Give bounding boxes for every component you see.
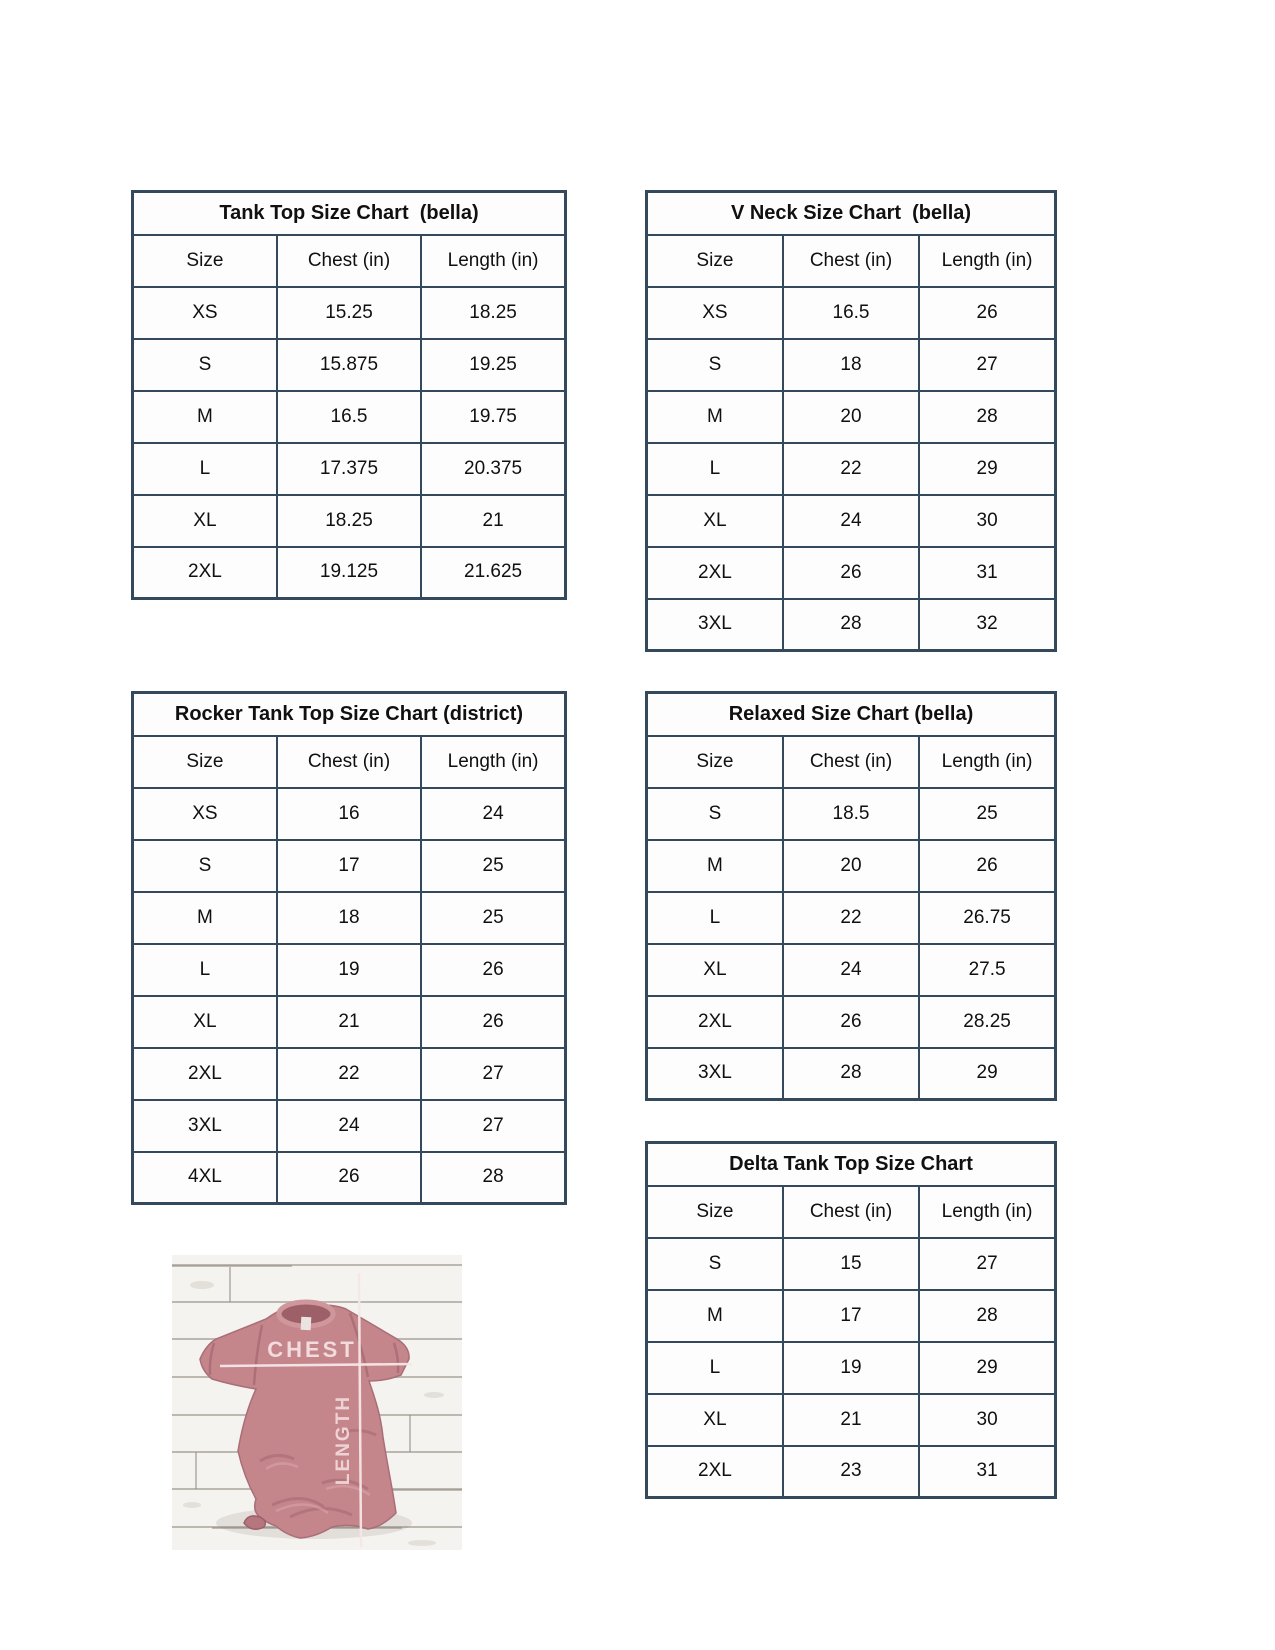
length-label: LENGTH	[333, 1394, 354, 1486]
size-cell: XS	[133, 287, 277, 339]
size-cell: XL	[647, 1394, 783, 1446]
size-cell: 28.25	[919, 996, 1055, 1048]
size-row	[133, 996, 566, 1048]
size-row	[133, 1100, 566, 1152]
size-cell: 22	[783, 443, 919, 495]
size-cell: L	[133, 443, 277, 495]
size-row	[647, 840, 1056, 892]
size-cell: M	[647, 840, 783, 892]
column-header: Chest (in)	[783, 1186, 919, 1238]
table-title: Tank Top Size Chart (bella)	[133, 192, 566, 235]
size-cell: 28	[783, 1048, 919, 1100]
size-cell: 2XL	[133, 1048, 277, 1100]
size-row	[647, 1238, 1056, 1290]
size-row	[133, 443, 566, 495]
size-cell: 17	[277, 840, 421, 892]
size-cell: 30	[919, 495, 1055, 547]
size-cell: L	[647, 892, 783, 944]
size-cell: 31	[919, 547, 1055, 599]
table-title-row	[133, 192, 566, 235]
size-cell: 16.5	[277, 391, 421, 443]
size-cell: 27	[421, 1100, 565, 1152]
size-cell: M	[133, 892, 277, 944]
size-cell: 20.375	[421, 443, 565, 495]
size-row	[647, 391, 1056, 443]
size-cell: 24	[783, 944, 919, 996]
size-cell: 15.875	[277, 339, 421, 391]
table-title: Rocker Tank Top Size Chart (district)	[133, 693, 566, 736]
size-cell: 21	[421, 495, 565, 547]
size-cell: 24	[783, 495, 919, 547]
size-cell: XS	[647, 287, 783, 339]
delta-tank-top-size-table	[645, 1141, 1057, 1499]
size-cell: 23	[783, 1446, 919, 1498]
size-cell: 26	[919, 287, 1055, 339]
size-row	[647, 1394, 1056, 1446]
tshirt-illustration	[172, 1255, 462, 1550]
size-cell: S	[133, 339, 277, 391]
size-cell: 27.5	[919, 944, 1055, 996]
size-cell: 4XL	[133, 1152, 277, 1204]
column-header: Length (in)	[421, 235, 565, 287]
table-header-row	[647, 736, 1056, 788]
collar-tag	[301, 1317, 312, 1331]
size-cell: 15.25	[277, 287, 421, 339]
column-header: Size	[647, 1186, 783, 1238]
size-cell: 25	[421, 892, 565, 944]
size-row	[647, 339, 1056, 391]
size-cell: 21	[277, 996, 421, 1048]
size-cell: 26	[919, 840, 1055, 892]
size-cell: 19.25	[421, 339, 565, 391]
table-header-row	[647, 1186, 1056, 1238]
column-header: Length (in)	[421, 736, 565, 788]
size-cell: 3XL	[647, 1048, 783, 1100]
size-cell: 32	[919, 599, 1055, 651]
size-row	[647, 1048, 1056, 1100]
table-header-row	[133, 736, 566, 788]
table-header-row	[647, 235, 1056, 287]
size-row	[647, 892, 1056, 944]
size-cell: 19	[277, 944, 421, 996]
column-header: Size	[133, 736, 277, 788]
size-cell: 22	[277, 1048, 421, 1100]
size-cell: 26	[783, 996, 919, 1048]
tank-top-size-table	[131, 190, 567, 600]
size-cell: S	[133, 840, 277, 892]
size-row	[647, 443, 1056, 495]
size-cell: 20	[783, 391, 919, 443]
size-cell: 18	[783, 339, 919, 391]
size-row	[647, 599, 1056, 651]
size-row	[133, 788, 566, 840]
size-row	[133, 339, 566, 391]
size-cell: L	[647, 1342, 783, 1394]
size-cell: 2XL	[647, 996, 783, 1048]
table-title-row	[647, 1143, 1056, 1186]
size-cell: 2XL	[647, 1446, 783, 1498]
size-cell: 27	[919, 1238, 1055, 1290]
size-cell: 19.125	[277, 547, 421, 599]
size-cell: 29	[919, 1342, 1055, 1394]
size-row	[647, 788, 1056, 840]
size-cell: 29	[919, 443, 1055, 495]
size-cell: 27	[919, 339, 1055, 391]
size-cell: 25	[421, 840, 565, 892]
table-title-row	[647, 693, 1056, 736]
table-title-row	[133, 693, 566, 736]
column-header: Size	[647, 235, 783, 287]
size-row	[133, 1152, 566, 1204]
size-row	[133, 547, 566, 599]
size-cell: 25	[919, 788, 1055, 840]
size-row	[133, 495, 566, 547]
size-cell: 15	[783, 1238, 919, 1290]
shirt-measurement-photo	[172, 1255, 462, 1550]
size-cell: 3XL	[647, 599, 783, 651]
size-cell: 28	[421, 1152, 565, 1204]
column-header: Size	[133, 235, 277, 287]
chest-label: CHEST	[267, 1337, 357, 1362]
size-cell: 30	[919, 1394, 1055, 1446]
size-row	[647, 996, 1056, 1048]
size-cell: L	[133, 944, 277, 996]
size-cell: 24	[277, 1100, 421, 1152]
size-cell: 21	[783, 1394, 919, 1446]
size-cell: 2XL	[133, 547, 277, 599]
size-row	[133, 944, 566, 996]
size-cell: 26.75	[919, 892, 1055, 944]
table-title: V Neck Size Chart (bella)	[647, 192, 1056, 235]
size-cell: 21.625	[421, 547, 565, 599]
rocker-tank-top-size-table	[131, 691, 567, 1205]
size-row	[133, 287, 566, 339]
size-cell: 28	[919, 1290, 1055, 1342]
size-cell: 27	[421, 1048, 565, 1100]
column-header: Chest (in)	[277, 736, 421, 788]
size-cell: S	[647, 1238, 783, 1290]
size-cell: 28	[783, 599, 919, 651]
size-cell: 22	[783, 892, 919, 944]
size-cell: S	[647, 339, 783, 391]
size-cell: 17	[783, 1290, 919, 1342]
column-header: Length (in)	[919, 1186, 1055, 1238]
size-cell: 26	[421, 944, 565, 996]
v-neck-size-table	[645, 190, 1057, 652]
size-cell: 31	[919, 1446, 1055, 1498]
size-cell: 19	[783, 1342, 919, 1394]
size-row	[133, 391, 566, 443]
size-cell: S	[647, 788, 783, 840]
size-cell: 19.75	[421, 391, 565, 443]
size-row	[647, 944, 1056, 996]
size-row	[647, 1342, 1056, 1394]
size-cell: 2XL	[647, 547, 783, 599]
size-cell: L	[647, 443, 783, 495]
column-header: Length (in)	[919, 736, 1055, 788]
size-row	[647, 1446, 1056, 1498]
column-header: Chest (in)	[783, 736, 919, 788]
size-cell: M	[133, 391, 277, 443]
size-row	[647, 495, 1056, 547]
size-cell: XL	[647, 944, 783, 996]
table-title: Delta Tank Top Size Chart	[647, 1143, 1056, 1186]
relaxed-size-table	[645, 691, 1057, 1101]
column-header: Size	[647, 736, 783, 788]
column-header: Chest (in)	[783, 235, 919, 287]
size-cell: 3XL	[133, 1100, 277, 1152]
size-cell: XS	[133, 788, 277, 840]
size-cell: 16.5	[783, 287, 919, 339]
size-cell: 16	[277, 788, 421, 840]
column-header: Chest (in)	[277, 235, 421, 287]
size-cell: 18.25	[421, 287, 565, 339]
size-cell: 26	[277, 1152, 421, 1204]
size-cell: 24	[421, 788, 565, 840]
size-cell: 18.5	[783, 788, 919, 840]
table-title: Relaxed Size Chart (bella)	[647, 693, 1056, 736]
size-cell: 17.375	[277, 443, 421, 495]
size-row	[647, 547, 1056, 599]
size-cell: XL	[647, 495, 783, 547]
size-row	[647, 287, 1056, 339]
size-row	[647, 1290, 1056, 1342]
size-cell: M	[647, 1290, 783, 1342]
size-cell: 20	[783, 840, 919, 892]
size-cell: 29	[919, 1048, 1055, 1100]
size-cell: 18	[277, 892, 421, 944]
size-cell: XL	[133, 996, 277, 1048]
size-cell: XL	[133, 495, 277, 547]
size-cell: M	[647, 391, 783, 443]
size-cell: 26	[421, 996, 565, 1048]
size-row	[133, 892, 566, 944]
size-row	[133, 840, 566, 892]
size-cell: 26	[783, 547, 919, 599]
column-header: Length (in)	[919, 235, 1055, 287]
size-cell: 18.25	[277, 495, 421, 547]
table-header-row	[133, 235, 566, 287]
size-row	[133, 1048, 566, 1100]
size-cell: 28	[919, 391, 1055, 443]
table-title-row	[647, 192, 1056, 235]
